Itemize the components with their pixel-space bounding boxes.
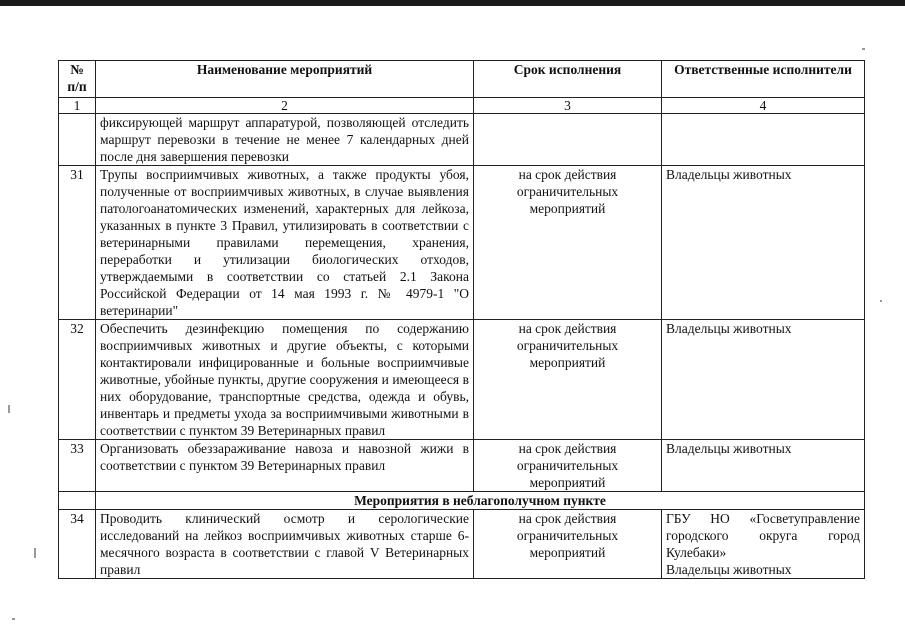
row-num: 33 bbox=[59, 440, 96, 492]
row-name: фиксирующей маршрут аппаратурой, позволяющей отследить маршрут перевозки в течение не менее 7 календарных дней после дня завершения перевозки bbox=[96, 114, 474, 166]
index-cell: 3 bbox=[474, 98, 662, 114]
row-responsible bbox=[662, 114, 865, 166]
row-name: Проводить клинический осмотр и серологические исследований на лейкоз восприимчивых животных старше 6-месячного возраста в соответствии с главой V Ветеринарных правил bbox=[96, 510, 474, 579]
row-num: 31 bbox=[59, 166, 96, 320]
table-row bbox=[59, 320, 865, 440]
header-term: Срок исполнения bbox=[474, 61, 662, 98]
scan-top-border bbox=[0, 0, 905, 6]
column-index-row bbox=[59, 98, 865, 114]
scan-mark bbox=[12, 618, 15, 620]
row-term bbox=[474, 114, 662, 166]
table-row bbox=[59, 114, 865, 166]
row-responsible: Владельцы животных bbox=[662, 440, 865, 492]
header-name: Наименование мероприятий bbox=[96, 61, 474, 98]
table-header-row bbox=[59, 61, 865, 98]
row-responsible bbox=[662, 510, 865, 579]
scan-mark bbox=[880, 300, 882, 302]
row-num bbox=[59, 114, 96, 166]
header-responsible: Ответственные исполнители bbox=[662, 61, 865, 98]
measures-table bbox=[58, 60, 865, 579]
responsible-owners: Владельцы животных bbox=[666, 562, 792, 577]
index-cell: 2 bbox=[96, 98, 474, 114]
row-responsible: Владельцы животных bbox=[662, 166, 865, 320]
scan-mark bbox=[862, 48, 865, 50]
section-num-cell bbox=[59, 492, 96, 510]
row-name: Обеспечить дезинфекцию помещения по содержанию восприимчивых животных и другие объекты, с которыми контактировали инфицированные и больные восприимчивые животные, убойные пункты, другие сооружения и имеющееся в них оборудование, транспортные средства, одежда и обувь, инвентарь и предметы ухода за восприимчивыми животными в соответствии с пунктом 39 Ветеринарных правил bbox=[96, 320, 474, 440]
row-num: 32 bbox=[59, 320, 96, 440]
table-row bbox=[59, 510, 865, 579]
index-cell: 1 bbox=[59, 98, 96, 114]
section-title: Мероприятия в неблагополучном пункте bbox=[96, 492, 865, 510]
row-term: на срок действия ограничительных мероприятий bbox=[474, 166, 662, 320]
row-term: на срок действия ограничительных мероприятий bbox=[474, 320, 662, 440]
row-num: 34 bbox=[59, 510, 96, 579]
scan-mark bbox=[34, 548, 36, 558]
section-row bbox=[59, 492, 865, 510]
row-term: на срок действия ограничительных мероприятий bbox=[474, 440, 662, 492]
index-cell: 4 bbox=[662, 98, 865, 114]
row-name: Организовать обеззараживание навоза и навозной жижи в соответствии с пунктом 39 Ветеринарных правил bbox=[96, 440, 474, 492]
row-responsible: Владельцы животных bbox=[662, 320, 865, 440]
header-num: № п/п bbox=[59, 61, 96, 98]
scan-mark bbox=[8, 405, 10, 413]
responsible-agency: ГБУ НО «Госветуправление городского округа город Кулебаки» bbox=[666, 511, 860, 560]
table-row bbox=[59, 440, 865, 492]
row-name: Трупы восприимчивых животных, а также продукты убоя, полученные от восприимчивых животных, в случае выявления патологоанатомических изменений, характерных для лейкоза, указанных в пункте 3 Правил, утилизировать в соответствии с ветеринарными правилами перемещения, хранения, переработки и утилизации биологических отходов, утверждаемыми в соответствии со статьей 2.1 Закона Российской Федерации от 14 мая 1993 г. № 4979-1 "О ветеринарии" bbox=[96, 166, 474, 320]
row-term: на срок действия ограничительных мероприятий bbox=[474, 510, 662, 579]
table-row bbox=[59, 166, 865, 320]
